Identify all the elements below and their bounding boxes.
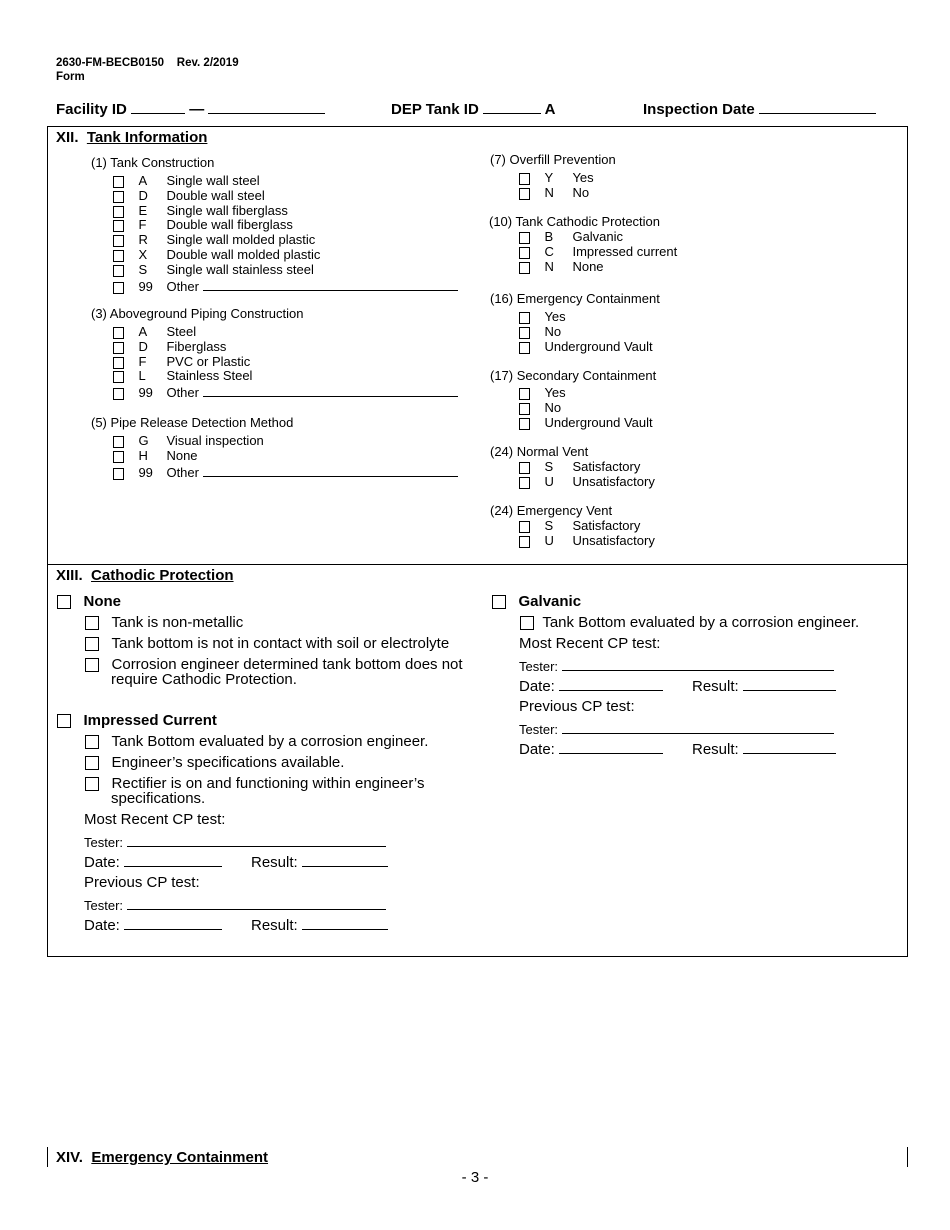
- tester-label: Tester:: [84, 835, 124, 850]
- section-14-title: [56, 1149, 268, 1166]
- facility-id-label: Facility ID: [56, 101, 127, 118]
- overfill-option[interactable]: Y Yes: [519, 170, 594, 185]
- pipe-release-option[interactable]: H None: [113, 448, 198, 463]
- checkbox[interactable]: [519, 418, 530, 430]
- tester-field[interactable]: [562, 720, 834, 734]
- section-14-right-rule: [907, 1147, 908, 1167]
- section-14-left-rule: [47, 1147, 48, 1167]
- date-label: Date:: [84, 854, 120, 871]
- page-number: - 3 -: [461, 1169, 489, 1186]
- result-label: Result:: [692, 678, 739, 695]
- checkbox[interactable]: [519, 262, 530, 274]
- section-13-heading: Cathodic Protection: [91, 567, 234, 584]
- tester-label: Tester:: [84, 898, 124, 913]
- emergency-vent-label: (24) Emergency Vent: [490, 503, 613, 518]
- section-14-number: XIV.: [56, 1149, 83, 1166]
- impressed-previous-label: Previous CP test:: [84, 874, 200, 891]
- secondary-containment-option[interactable]: Yes: [519, 385, 566, 400]
- result-field[interactable]: [743, 740, 836, 754]
- checkbox[interactable]: [519, 232, 530, 244]
- checkbox[interactable]: [113, 235, 124, 247]
- date-field[interactable]: [124, 916, 222, 930]
- tank-construction-option[interactable]: E Single wall fiberglass: [113, 203, 288, 218]
- checkbox[interactable]: [113, 250, 124, 262]
- cp-impressed-item[interactable]: Rectifier is on and functioning within engineer’s: [85, 775, 424, 792]
- cp-none-item[interactable]: Tank is non-metallic: [85, 614, 243, 631]
- checkbox[interactable]: [519, 247, 530, 259]
- emergency-vent-option[interactable]: S Satisfactory: [519, 518, 640, 533]
- section-13-number: XIII.: [56, 567, 83, 584]
- cp-galvanic-option[interactable]: Galvanic: [492, 593, 581, 610]
- checkbox[interactable]: [519, 403, 530, 415]
- checkbox[interactable]: [85, 616, 99, 630]
- impressed-prev-result-row: [251, 916, 388, 934]
- secondary-containment-option[interactable]: No: [519, 400, 561, 415]
- checkbox[interactable]: [85, 756, 99, 770]
- checkbox[interactable]: [519, 312, 530, 324]
- cp-none-item[interactable]: Corrosion engineer determined tank bottom does not: [85, 656, 463, 673]
- other-field[interactable]: [203, 463, 458, 477]
- cathodic-label: (10) Tank Cathodic Protection: [489, 214, 661, 229]
- checkbox[interactable]: [113, 388, 124, 400]
- checkbox[interactable]: [85, 658, 99, 672]
- cp-none-item[interactable]: Tank bottom is not in contact with soil or electrolyte: [85, 635, 449, 652]
- checkbox[interactable]: [113, 327, 124, 339]
- cp-none-item-continued: require Cathodic Protection.: [111, 671, 297, 688]
- checkbox[interactable]: [519, 388, 530, 400]
- result-field[interactable]: [302, 853, 388, 867]
- overfill-label: (7) Overfill Prevention: [490, 152, 616, 167]
- other-field[interactable]: [203, 277, 458, 291]
- facility-id-field-2[interactable]: [208, 99, 325, 114]
- cathodic-option[interactable]: C Impressed current: [519, 244, 677, 259]
- checkbox[interactable]: [519, 536, 530, 548]
- checkbox[interactable]: [519, 188, 530, 200]
- result-label: Result:: [251, 854, 298, 871]
- checkbox[interactable]: [113, 206, 124, 218]
- form-id: [56, 56, 239, 70]
- checkbox[interactable]: [519, 462, 530, 474]
- cp-galvanic-item[interactable]: Tank Bottom evaluated by a corrosion engineer.: [520, 614, 859, 631]
- result-field[interactable]: [743, 677, 836, 691]
- cp-impressed-item-continued: specifications.: [111, 790, 206, 807]
- normal-vent-option[interactable]: S Satisfactory: [519, 459, 640, 474]
- tank-construction-option[interactable]: F Double wall fiberglass: [113, 217, 293, 232]
- galvanic-recent-date-row: [519, 677, 663, 695]
- pipe-release-label: (5) Pipe Release Detection Method: [91, 415, 294, 430]
- piping-option[interactable]: A Steel: [113, 324, 196, 339]
- galvanic-prev-result-row: [692, 740, 836, 758]
- section-12-title: [56, 129, 207, 146]
- impressed-recent-date-row: [84, 853, 222, 871]
- emergency-containment-option[interactable]: No: [519, 324, 561, 339]
- pipe-release-option[interactable]: G Visual inspection: [113, 433, 264, 448]
- tester-field[interactable]: [127, 833, 386, 847]
- checkbox[interactable]: [57, 714, 71, 728]
- other-field[interactable]: [203, 383, 458, 397]
- inspection-date-label: Inspection Date: [643, 101, 755, 118]
- section-divider: [47, 564, 908, 565]
- tank-construction-option[interactable]: D Double wall steel: [113, 188, 265, 203]
- piping-option[interactable]: D Fiberglass: [113, 339, 226, 354]
- impressed-most-recent-label: Most Recent CP test:: [84, 811, 226, 828]
- section-13-title: [56, 567, 234, 584]
- date-field[interactable]: [559, 677, 663, 691]
- tester-label: Tester:: [519, 659, 559, 674]
- emergency-containment-label: (16) Emergency Containment: [490, 291, 660, 306]
- cp-impressed-item[interactable]: Tank Bottom evaluated by a corrosion engineer.: [85, 733, 428, 750]
- piping-construction-label: (3) Aboveground Piping Construction: [91, 306, 304, 321]
- tank-construction-option[interactable]: S Single wall stainless steel: [113, 262, 314, 277]
- pipe-release-option[interactable]: 99 Other: [113, 463, 458, 480]
- checkbox[interactable]: [113, 357, 124, 369]
- impressed-prev-tester-row: [84, 896, 386, 913]
- facility-id-row: [56, 99, 325, 118]
- cathodic-option[interactable]: N None: [519, 259, 604, 274]
- checkbox[interactable]: [113, 468, 124, 480]
- cp-impressed-item[interactable]: Engineer’s specifications available.: [85, 754, 344, 771]
- form-revision: Rev. 2/2019: [176, 57, 239, 69]
- normal-vent-label: (24) Normal Vent: [490, 444, 589, 459]
- tester-field[interactable]: [127, 896, 386, 910]
- checkbox[interactable]: [113, 371, 124, 383]
- emergency-containment-option[interactable]: Underground Vault: [519, 339, 653, 354]
- checkbox[interactable]: [519, 521, 530, 533]
- checkbox[interactable]: [519, 173, 530, 185]
- checkbox[interactable]: [113, 176, 124, 188]
- checkbox[interactable]: [57, 595, 71, 609]
- tank-construction-label: (1) Tank Construction: [91, 155, 215, 170]
- checkbox[interactable]: [520, 616, 534, 630]
- checkbox[interactable]: [492, 595, 506, 609]
- result-label: Result:: [692, 741, 739, 758]
- checkbox[interactable]: [519, 342, 530, 354]
- checkbox[interactable]: [113, 436, 124, 448]
- secondary-containment-option[interactable]: Underground Vault: [519, 415, 653, 430]
- form-number: 2630-FM-BECB0150: [56, 57, 165, 69]
- date-field[interactable]: [559, 740, 663, 754]
- impressed-recent-tester-row: [84, 833, 386, 850]
- emergency-vent-option[interactable]: U Unsatisfactory: [519, 533, 655, 548]
- checkbox[interactable]: [85, 777, 99, 791]
- result-label: Result:: [251, 917, 298, 934]
- checkbox[interactable]: [113, 265, 124, 277]
- section-14-heading: Emergency Containment: [91, 1149, 269, 1166]
- checkbox[interactable]: [85, 735, 99, 749]
- galvanic-prev-date-row: [519, 740, 663, 758]
- tank-construction-option[interactable]: 99 Other: [113, 277, 458, 294]
- dep-tank-id-label: DEP Tank ID: [391, 101, 479, 118]
- dep-tank-id-row: [391, 99, 555, 118]
- date-label: Date:: [519, 678, 555, 695]
- section-12-number: XII.: [56, 129, 79, 146]
- cp-impressed-option[interactable]: Impressed Current: [57, 712, 217, 729]
- tester-field[interactable]: [562, 657, 834, 671]
- tank-suffix: A: [544, 101, 556, 118]
- result-field[interactable]: [302, 916, 388, 930]
- facility-id-field-1[interactable]: [131, 99, 185, 114]
- galvanic-prev-tester-row: [519, 720, 834, 737]
- galvanic-recent-tester-row: [519, 657, 834, 674]
- impressed-recent-result-row: [251, 853, 388, 871]
- tank-construction-option[interactable]: X Double wall molded plastic: [113, 247, 320, 262]
- piping-option[interactable]: F PVC or Plastic: [113, 354, 250, 369]
- tank-construction-option[interactable]: R Single wall molded plastic: [113, 232, 315, 247]
- secondary-containment-label: (17) Secondary Containment: [490, 368, 657, 383]
- dep-tank-id-field[interactable]: [483, 99, 541, 114]
- checkbox[interactable]: [113, 191, 124, 203]
- checkbox[interactable]: [519, 327, 530, 339]
- checkbox[interactable]: [85, 637, 99, 651]
- piping-option[interactable]: L Stainless Steel: [113, 368, 252, 383]
- overfill-option[interactable]: N No: [519, 185, 589, 200]
- checkbox[interactable]: [113, 342, 124, 354]
- impressed-prev-date-row: [84, 916, 222, 934]
- checkbox[interactable]: [113, 451, 124, 463]
- piping-option[interactable]: 99 Other: [113, 383, 458, 400]
- section-12-heading: Tank Information: [86, 129, 208, 146]
- inspection-date-row: [643, 99, 876, 118]
- emergency-containment-option[interactable]: Yes: [519, 309, 566, 324]
- form-word: Form: [56, 71, 85, 83]
- cp-none-option[interactable]: None: [57, 593, 121, 610]
- date-label: Date:: [519, 741, 555, 758]
- galvanic-recent-result-row: [692, 677, 836, 695]
- galvanic-most-recent-label: Most Recent CP test:: [519, 635, 661, 652]
- facility-id-dash: —: [189, 101, 205, 118]
- checkbox[interactable]: [113, 282, 124, 294]
- cathodic-option[interactable]: B Galvanic: [519, 229, 623, 244]
- date-label: Date:: [84, 917, 120, 934]
- tank-construction-option[interactable]: A Single wall steel: [113, 173, 260, 188]
- inspection-date-field[interactable]: [759, 99, 876, 114]
- date-field[interactable]: [124, 853, 222, 867]
- normal-vent-option[interactable]: U Unsatisfactory: [519, 474, 655, 489]
- tester-label: Tester:: [519, 722, 559, 737]
- galvanic-previous-label: Previous CP test:: [519, 698, 635, 715]
- checkbox[interactable]: [113, 220, 124, 232]
- checkbox[interactable]: [519, 477, 530, 489]
